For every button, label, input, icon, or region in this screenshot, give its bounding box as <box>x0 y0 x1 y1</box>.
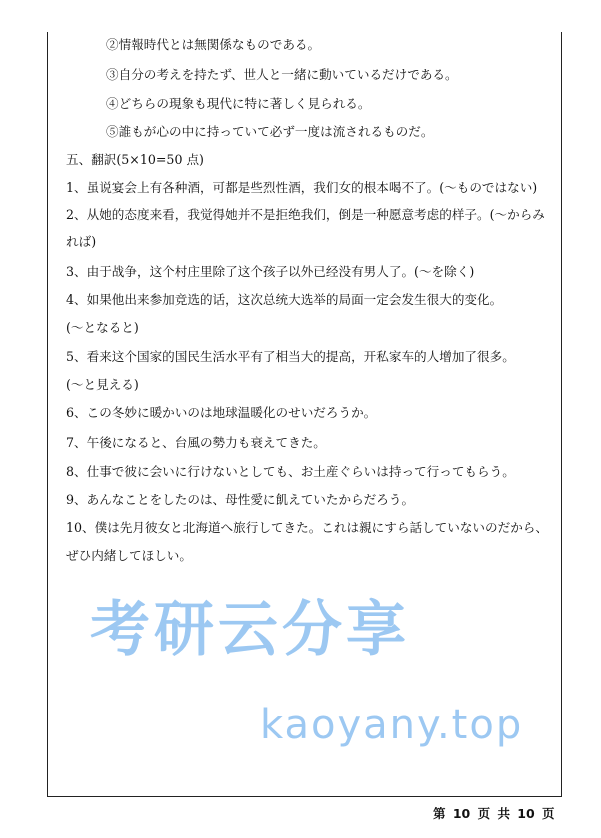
option-2: ②情報時代とは無関係なものである。 <box>106 37 321 52</box>
watermark-cn: 考研云分享 <box>90 595 410 665</box>
question-2-cont: れば) <box>66 234 97 249</box>
section-title: 五、翻訳(5×10=50 点) <box>66 152 204 167</box>
option-5: ⑤誰もが心の中に持っていて必ず一度は流されるものだ。 <box>106 124 434 139</box>
question-6: 6、この冬妙に暖かいのは地球温暖化のせいだろうか。 <box>66 405 377 420</box>
question-8: 8、仕事で彼に会いに行けないとしても、お土産ぐらいは持って行ってもらう。 <box>66 464 515 479</box>
option-4: ④どちらの現象も現代に特に著しく見られる。 <box>106 96 371 111</box>
question-2: 2、从她的态度来看，我觉得她并不是拒绝我们，倒是一种愿意考虑的样子。(～からみ <box>66 207 545 222</box>
question-5-hint: (～と見える) <box>66 377 139 392</box>
question-5: 5、看来这个国家的国民生活水平有了相当大的提高，开私家车的人增加了很多。 <box>66 349 515 364</box>
question-4: 4、如果他出来参加竞选的话，这次总统大选举的局面一定会发生很大的变化。 <box>66 292 503 307</box>
page-number: 第 10 页 共 10 页 <box>433 806 555 821</box>
question-10: 10、僕は先月彼女と北海道へ旅行してきた。これは親にすら話していないのだから、 <box>66 520 548 535</box>
question-1: 1、虽说宴会上有各种酒，可都是些烈性酒，我们女的根本喝不了。(～ものではない) <box>66 180 538 195</box>
question-3: 3、由于战争，这个村庄里除了这个孩子以外已经没有男人了。(～を除く) <box>66 264 475 279</box>
watermark-url: kaoyany.top <box>260 702 524 748</box>
question-7: 7、午後になると、台風の勢力も衰えてきた。 <box>66 435 326 450</box>
option-3: ③自分の考えを持たず、世人と一緒に動いているだけである。 <box>106 67 458 82</box>
question-9: 9、あんなことをしたのは、母性愛に飢えていたからだろう。 <box>66 492 415 507</box>
question-10-cont: ぜひ内緒してほしい。 <box>66 548 192 563</box>
question-4-hint: (～となると) <box>66 320 139 335</box>
